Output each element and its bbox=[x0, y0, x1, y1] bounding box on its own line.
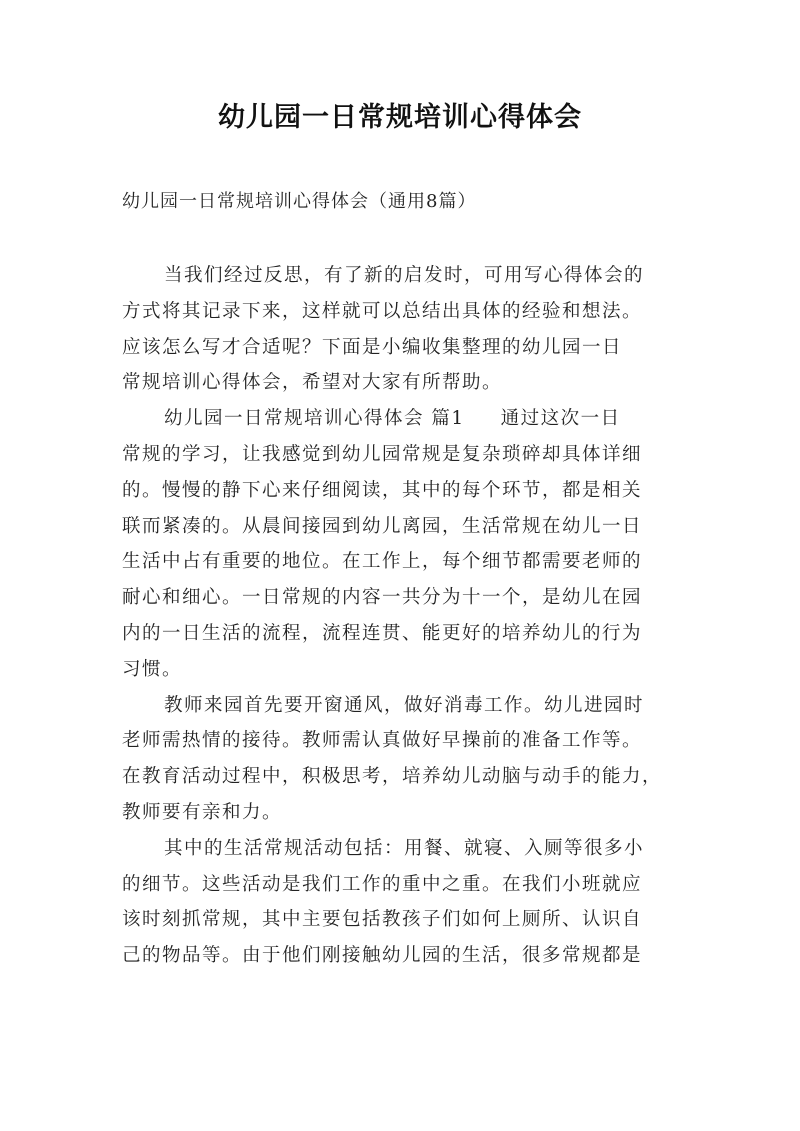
document-subtitle: 幼儿园一日常规培训心得体会（通用8篇） bbox=[122, 191, 477, 212]
body-line: 应该怎么写才合适呢？下面是小编收集整理的幼儿园一日 bbox=[122, 336, 623, 358]
document-title: 幼儿园一日常规培训心得体会 bbox=[218, 102, 582, 133]
section-heading-line bbox=[122, 401, 702, 437]
body-line: 方式将其记录下来，这样就可以总结出具体的经验和想法。 bbox=[122, 300, 643, 322]
body-line: 联而紧凑的。从晨间接园到幼儿离园，生活常规在幼儿一日 bbox=[122, 515, 643, 537]
body-line: 其中的生活常规活动包括：用餐、就寝、入厕等很多小 bbox=[164, 837, 645, 859]
body-line: 老师需热情的接待。教师需认真做好早操前的准备工作等。 bbox=[122, 730, 643, 752]
body-line: 己的物品等。由于他们刚接触幼儿园的生活，很多常规都是 bbox=[122, 945, 643, 967]
body-line: 的。慢慢的静下心来仔细阅读，其中的每个环节，都是相关 bbox=[122, 479, 643, 501]
body-line: 生活中占有重要的地位。在工作上，每个细节都需要老师的 bbox=[122, 551, 643, 573]
section-heading: 幼儿园一日常规培训心得体会 篇1 bbox=[164, 408, 465, 430]
body-line: 教师来园首先要开窗通风，做好消毒工作。幼儿进园时 bbox=[164, 694, 645, 716]
document-body bbox=[122, 258, 702, 974]
body-line: 习惯。 bbox=[122, 658, 183, 680]
body-line: 常规的学习，让我感觉到幼儿园常规是复杂琐碎却具体详细 bbox=[122, 443, 643, 465]
body-line: 教师要有亲和力。 bbox=[122, 801, 283, 823]
body-line: 通过这次一日 bbox=[500, 408, 621, 430]
body-line: 内的一日生活的流程，流程连贯、能更好的培养幼儿的行为 bbox=[122, 622, 643, 644]
body-line: 当我们经过反思，有了新的启发时，可用写心得体会的 bbox=[164, 265, 645, 286]
body-line: 常规培训心得体会，希望对大家有所帮助。 bbox=[122, 372, 503, 394]
body-line: 耐心和细心。一日常规的内容一共分为十一个，是幼儿在园 bbox=[122, 587, 643, 609]
body-line: 在教育活动过程中，积极思考，培养幼儿动脑与动手的能力， bbox=[122, 766, 663, 788]
body-line: 该时刻抓常规，其中主要包括教孩子们如何上厕所、认识自 bbox=[122, 909, 643, 931]
body-line: 的细节。这些活动是我们工作的重中之重。在我们小班就应 bbox=[122, 873, 643, 895]
